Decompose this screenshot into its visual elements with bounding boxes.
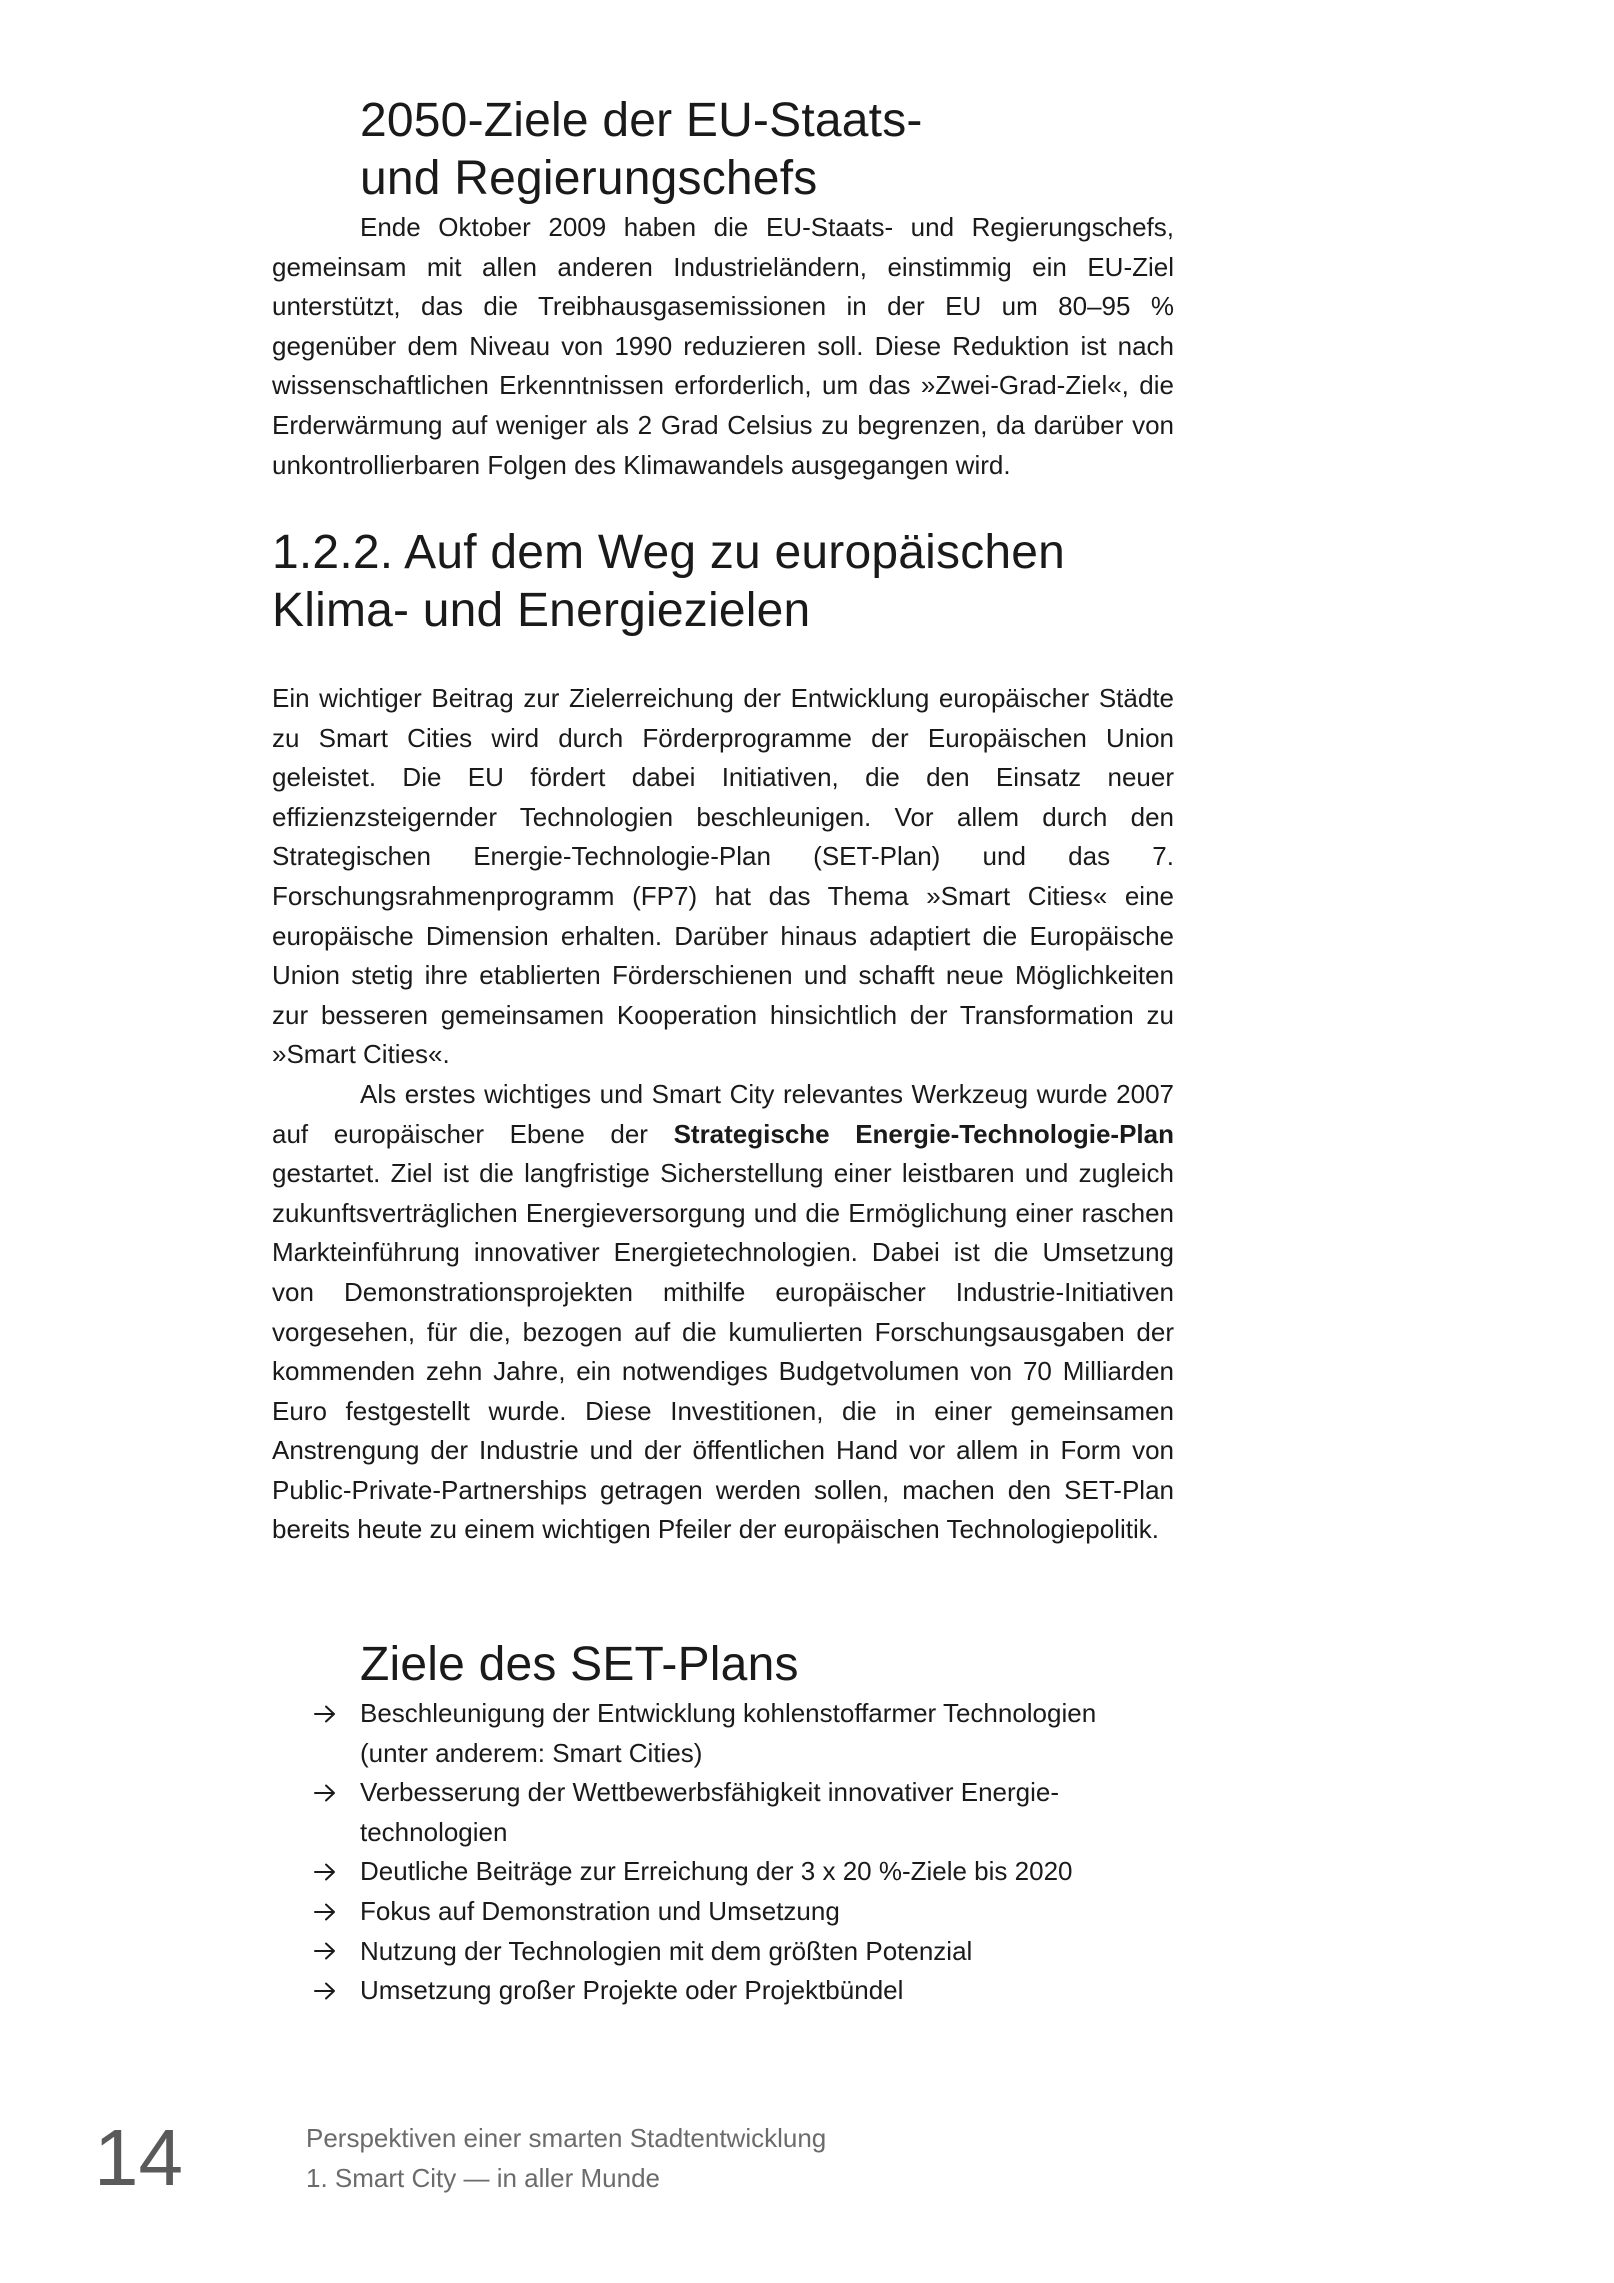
paragraph-2-intro: Als erstes wichtiges und Smart City relevantes Werkzeug wurde 2007 auf europäischer Ebene der <box>272 1078 1174 1149</box>
right-arrow-icon <box>314 1932 340 1972</box>
section-heading-line1: 1.2.2. Auf dem Weg zu europäischen <box>272 526 1066 579</box>
goal-list-item <box>272 1694 1174 1773</box>
footer-chapter-title: 1. Smart City — in aller Munde <box>306 2163 661 2193</box>
set-plan-goals <box>272 1636 1174 2011</box>
goal-text-line1: Verbesserung der Wettbewerbsfähigkeit innovativer Energie- <box>360 1777 1060 1808</box>
eu-goals-heading <box>272 92 1174 208</box>
set-plan-goals-list <box>272 1694 1174 2011</box>
section-paragraph-1: Ein wichtiger Beitrag zur Zielerreichung der Entwicklung europäischer Städte zu Smart Cities wird durch Förderprogramme der Europäischen Union geleistet. Die EU fördert dabei Initiativen, die den Einsatz neuer effizienzsteigernder Technologien beschleunigen. Vor allem durch den Strategischen Energie-Technologie-Plan (SET-Plan) und das 7. Forschungsrahmenprogramm (FP7) hat das Thema »Smart Cities« eine europäische Dimension erhalten. Darüber hinaus adaptiert die Europäische Union stetig ihre etablierten Förderschienen und schafft neue Möglichkeiten zur besseren gemeinsamen Kooperation hinsichtlich der Transformation zu »Smart Cities«. <box>272 683 1174 1070</box>
goal-list-item <box>272 1852 1174 1892</box>
eu-goals-heading-line1: 2050-Ziele der EU-Staats- <box>360 94 923 147</box>
right-arrow-icon <box>314 1892 340 1932</box>
paragraph-2-body: gestartet. Ziel ist die langfristige Sicherstellung einer leistbaren und zugleich zukunftsverträglichen Energieversorgung und die Ermöglichung einer raschen Markteinführung innovativer Energietechnologien. Dabei ist die Umsetzung von Demonstrationsprojekten mithilfe europäischer Industrie-Initiativen vorgesehen, für die, bezogen auf die kumulierten Forschungsausgaben der kommenden zehn Jahre, ein notwendiges Budgetvolumen von 70 Milliarden Euro festgestellt wurde. Diese Investitionen, die in einer gemeinsamen Anstrengung der Industrie und der öffentlichen Hand vor allem in Form von Public-Private-Partnerships getragen werden sollen, machen den SET-Plan bereits heute zu einem wichtigen Pfeiler der europäischen Technologiepolitik. <box>272 1158 1174 1545</box>
right-arrow-icon <box>314 1694 340 1734</box>
set-plan-bold-term: Strategische Energie-Technologie-Plan <box>673 1118 1174 1149</box>
goal-text-line1: Fokus auf Demonstration und Umsetzung <box>360 1895 840 1926</box>
goal-list-item <box>272 1773 1174 1852</box>
section-heading-line2: Klima- und Energiezielen <box>272 584 811 637</box>
goal-text-line1: Nutzung der Technologien mit dem größten Potenzial <box>360 1935 973 1966</box>
eu-goals-paragraph: Ende Oktober 2009 haben die EU-Staats- und Regierungschefs, gemeinsam mit allen anderen Industrieländern, einstimmig ein EU-Ziel unterstützt, das die Treibhausgasemissionen in der EU um 80–95 % gegenüber dem Niveau von 1990 reduzieren soll. Diese Reduktion ist nach wissenschaftlichen Erkenntnissen erforderlich, um das »Zwei-Grad-Ziel«, die Erderwärmung auf weniger als 2 Grad Celsius zu begrenzen, da darüber von unkontrollierbaren Folgen des Klimawandels ausgegangen wird. <box>272 212 1174 480</box>
section-1-2-2 <box>272 524 1174 640</box>
goal-list-item <box>272 1971 1174 2011</box>
goal-list-item <box>272 1932 1174 1972</box>
section-heading <box>272 524 1174 640</box>
goal-text-line2: (unter anderem: Smart Cities) <box>360 1737 703 1768</box>
running-footer <box>306 2118 826 2198</box>
eu-goals-heading-line2: und Regierungschefs <box>360 152 818 205</box>
page-number: 14 <box>94 2113 183 2202</box>
section-paragraph-2 <box>272 1075 1174 1550</box>
section-body <box>272 679 1174 1550</box>
eu-goals-block <box>272 92 1174 485</box>
goal-list-item <box>272 1892 1174 1932</box>
set-plan-goals-heading: Ziele des SET-Plans <box>360 1638 799 1691</box>
goal-text-line1: Umsetzung großer Projekte oder Projektbündel <box>360 1975 904 2006</box>
footer-book-title: Perspektiven einer smarten Stadtentwicklung <box>306 2123 827 2153</box>
goal-text-line1: Deutliche Beiträge zur Erreichung der 3 x 20 %-Ziele bis 2020 <box>360 1856 1073 1887</box>
goal-text-line1: Beschleunigung der Entwicklung kohlenstoffarmer Technologien <box>360 1698 1097 1728</box>
goal-text-line2: technologien <box>360 1816 508 1847</box>
right-arrow-icon <box>314 1773 340 1813</box>
right-arrow-icon <box>314 1971 340 2011</box>
right-arrow-icon <box>314 1852 340 1892</box>
